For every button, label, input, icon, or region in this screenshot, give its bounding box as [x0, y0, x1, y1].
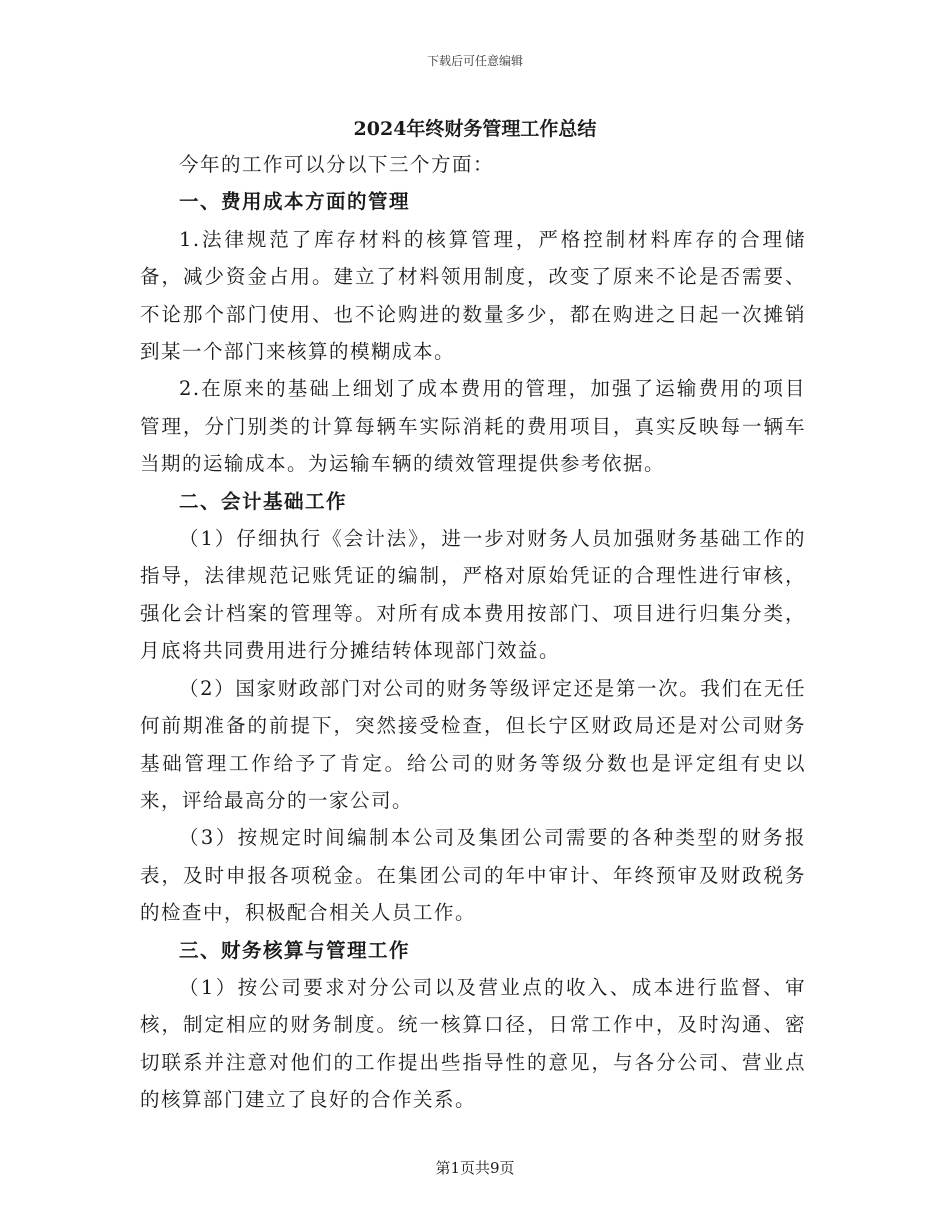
paragraph: 2.在原来的基础上细划了成本费用的管理，加强了运输费用的项目管理，分门别类的计算每辆车实际消耗的费用项目，真实反映每一辆车当期的运输成本。为运输车辆的绩效管理提供参考依据。	[140, 377, 806, 476]
section-heading-accounting-basics: 二、会计基础工作	[179, 489, 348, 513]
page-footer: 第1页共9页	[435, 1159, 515, 1177]
paragraph: 1.法律规范了库存材料的核算管理，严格控制材料库存的合理储备，减少资金占用。建立了材料领用制度，改变了原来不论是否需要、不论那个部门使用、也不论购进的数量多少，都在购进之日起一次摊销到某一个部门来核算的模糊成本。	[140, 227, 806, 364]
header-note: 下载后可任意编辑	[426, 54, 523, 68]
section-heading-financial-accounting: 三、财务核算与管理工作	[179, 938, 411, 962]
document-title: 2024年终财务管理工作总结	[353, 118, 597, 140]
paragraph: （1）仔细执行《会计法》，进一步对财务人员加强财务基础工作的指导，法律规范记账凭证的编制，严格对原始凭证的合理性进行审核，强化会计档案的管理等。对所有成本费用按部门、项目进行归集分类，月底将共同费用进行分摊结转体现部门效益。	[140, 527, 806, 663]
document-body	[140, 146, 806, 1119]
paragraph: （2）国家财政部门对公司的财务等级评定还是第一次。我们在无任何前期准备的前提下，突然接受检查，但长宁区财政局还是对公司财务基础管理工作给予了肯定。给公司的财务等级分数也是评定组有史以来，评给最高分的一家公司。	[140, 676, 806, 812]
paragraph: （3）按规定时间编制本公司及集团公司需要的各种类型的财务报表，及时申报各项税金。在集团公司的年中审计、年终预审及财政税务的检查中，积极配合相关人员工作。	[140, 826, 806, 925]
paragraph: （1）按公司要求对分公司以及营业点的收入、成本进行监督、审核，制定相应的财务制度。统一核算口径，日常工作中，及时沟通、密切联系并注意对他们的工作提出些指导性的意见，与各分公司、营业点的核算部门建立了良好的合作关系。	[140, 975, 806, 1112]
section-heading-cost: 一、费用成本方面的管理	[179, 190, 411, 214]
intro-paragraph: 今年的工作可以分以下三个方面：	[179, 153, 495, 176]
